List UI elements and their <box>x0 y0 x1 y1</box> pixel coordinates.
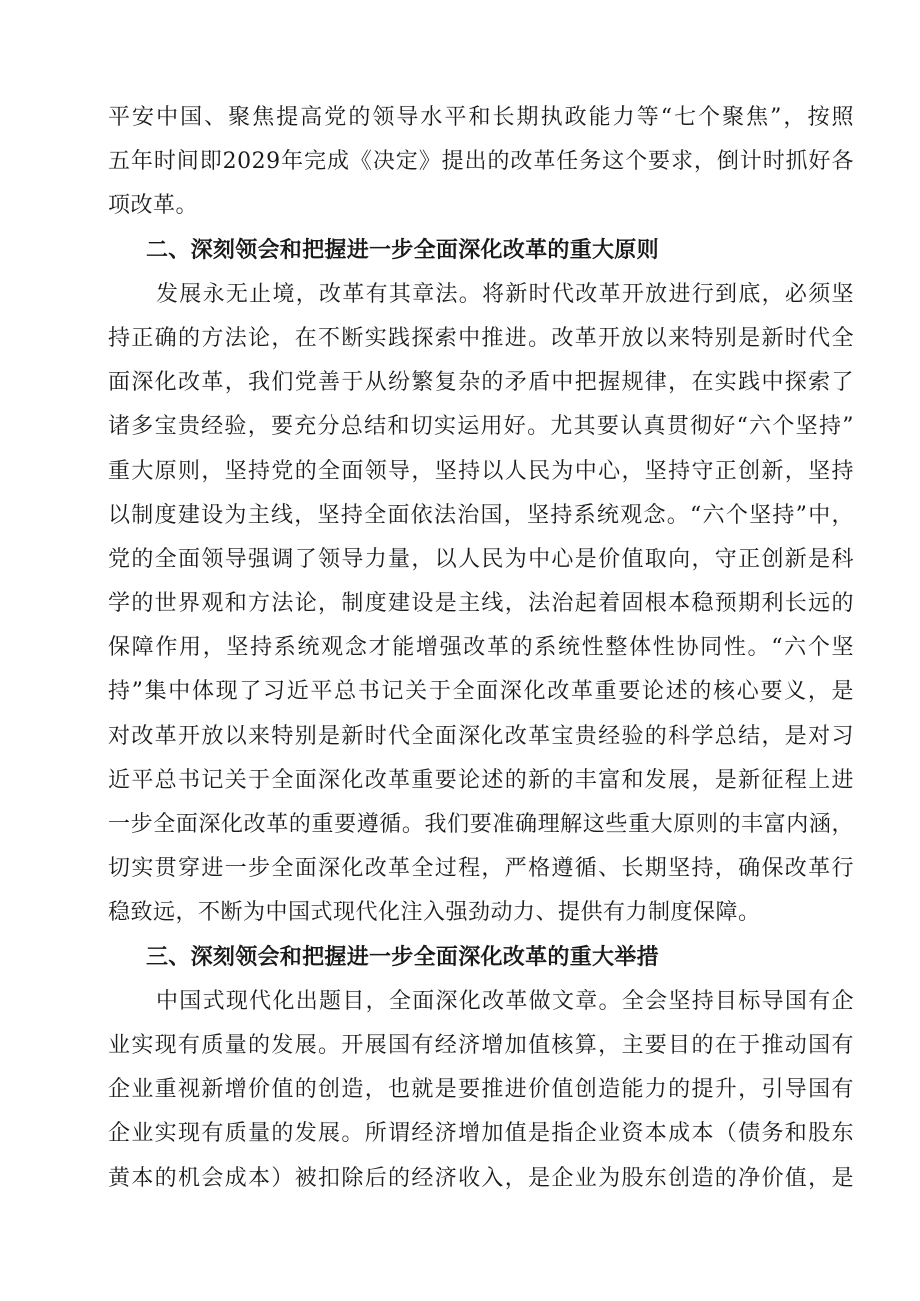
paragraph-line: 持正确的方法论，在不断实践探索中推进。改革开放以来特别是新时代全 <box>108 325 854 351</box>
paragraph-line: 企业重视新增价值的创造，也就是要推进价值创造能力的提升，引导国有 <box>108 1077 854 1103</box>
paragraph-line: 切实贯穿进一步全面深化改革全过程，严格遵循、长期坚持，确保改革行 <box>108 856 854 882</box>
paragraph-line: 发展永无止境，改革有其章法。将新时代改革开放进行到底，必须坚 <box>156 281 854 307</box>
paragraph-line: 企业实现有质量的发展。所谓经济增加值是指企业资本成本（债务和股东 <box>108 1121 854 1147</box>
paragraph-line: 项改革。 <box>108 193 199 219</box>
section-heading-2: 二、深刻领会和把握进一步全面深化改革的重大原则 <box>146 237 659 263</box>
paragraph-line: 重大原则，坚持党的全面领导，坚持以人民为中心，坚持守正创新，坚持 <box>108 458 854 484</box>
paragraph-line: 中国式现代化出题目，全面深化改革做文章。全会坚持目标导国有企 <box>156 988 854 1014</box>
section-heading-3: 三、深刻领会和把握进一步全面深化改革的重大举措 <box>146 944 659 970</box>
paragraph-line: 诸多宝贵经验，要充分总结和切实运用好。尤其要认真贯彻好“六个坚持” <box>108 414 854 440</box>
paragraph-1 <box>108 96 854 229</box>
paragraph-2 <box>108 273 854 936</box>
paragraph-line: 一步全面深化改革的重要遵循。我们要准确理解这些重大原则的丰富内涵， <box>108 812 854 837</box>
paragraph-3 <box>108 980 854 1201</box>
paragraph-line: 稳致远，不断为中国式现代化注入强劲动力、提供有力制度保障。 <box>108 900 761 926</box>
paragraph-line: 平安中国、聚焦提高党的领导水平和长期执政能力等“七个聚焦”，按照 <box>108 105 854 130</box>
paragraph-line: 对改革开放以来特别是新时代全面深化改革宝贵经验的科学总结，是对习 <box>108 723 854 749</box>
paragraph-line: 黄本的机会成本）被扣除后的经济收入，是企业为股东创造的净价值，是 <box>108 1165 854 1191</box>
document-body <box>108 96 854 1201</box>
paragraph-line: 持”集中体现了习近平总书记关于全面深化改革重要论述的核心要义，是 <box>108 679 854 705</box>
paragraph-line: 近平总书记关于全面深化改革重要论述的新的丰富和发展，是新征程上进 <box>108 767 854 793</box>
paragraph-line: 党的全面领导强调了领导力量，以人民为中心是价值取向，守正创新是科 <box>108 546 854 572</box>
paragraph-line: 保障作用，坚持系统观念才能增强改革的系统性整体性协同性。“六个坚 <box>108 635 854 661</box>
paragraph-line: 面深化改革，我们党善于从纷繁复杂的矛盾中把握规律，在实践中探索了 <box>108 370 854 396</box>
paragraph-line: 业实现有质量的发展。开展国有经济增加值核算，主要目的在于推动国有 <box>108 1032 854 1058</box>
paragraph-line: 以制度建设为主线，坚持全面依法治国，坚持系统观念。“六个坚持”中， <box>108 502 854 528</box>
paragraph-line: 学的世界观和方法论，制度建设是主线，法治起着固根本稳预期利长远的 <box>108 591 854 617</box>
paragraph-line: 五年时间即2029年完成《决定》提出的改革任务这个要求，倒计时抓好各 <box>108 149 854 175</box>
